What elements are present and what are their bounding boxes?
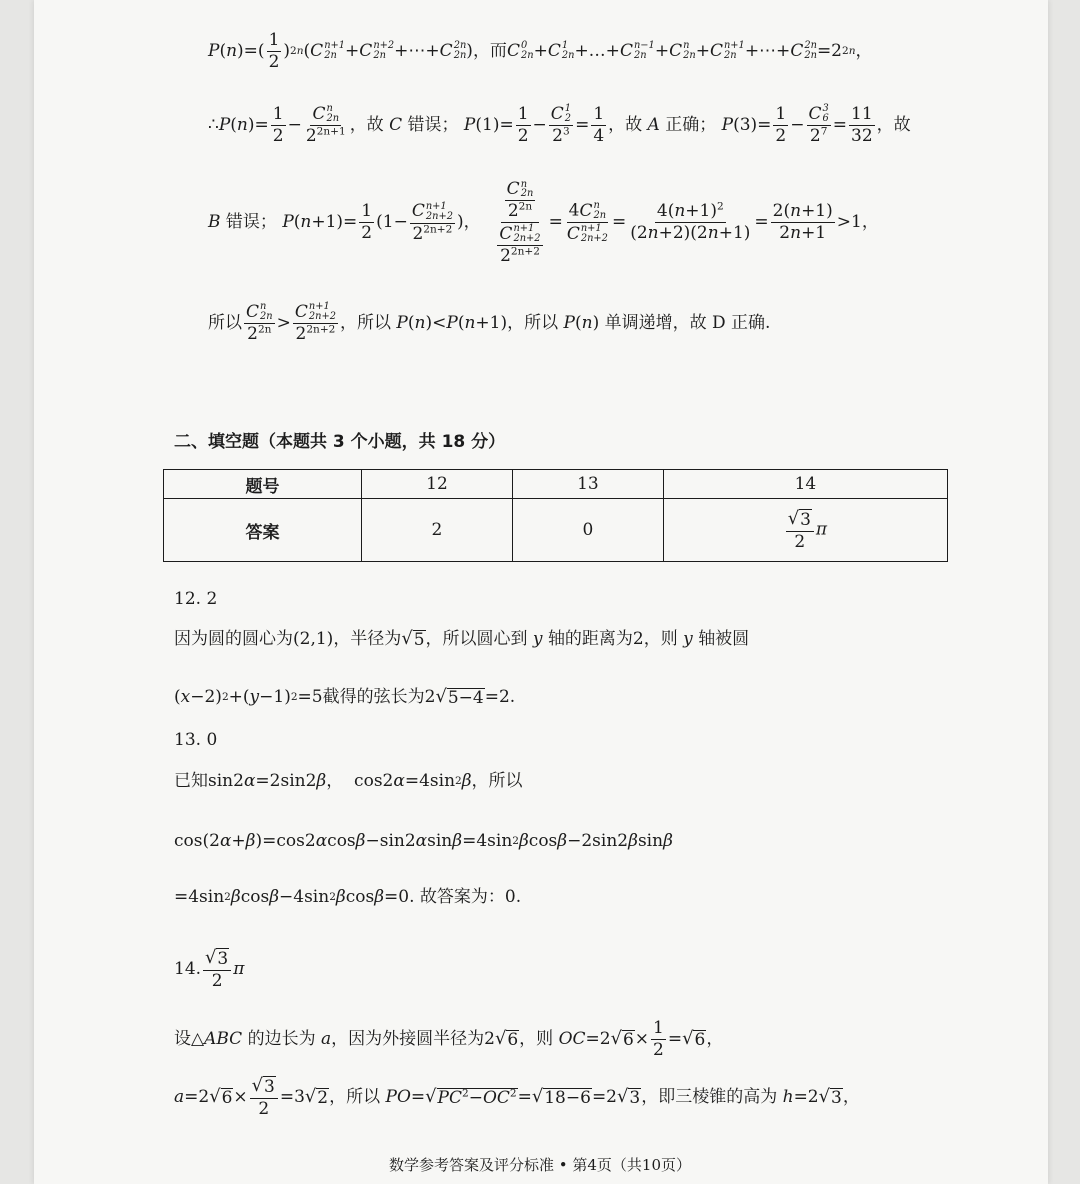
q14-heading: 14. √ 3 2 π (174, 946, 245, 991)
text-suoyi3: ，所以 (507, 312, 559, 333)
q13-text-b: ，所以 (471, 770, 523, 791)
q14-line-2: a =2 √ 6 × √ 3 2 =3 √ 2 ，所以 PO = √ $PC^2-OC^2$ = √ 18−6 =2 √ 3 ，即三棱锥的高为 h =2 √ 3 ， (174, 1074, 860, 1119)
formula-line-ratio: B 错误； P ( n +1)= $\frac{1}{2}$ (1− C n+1 2n+2 $2^{2n+2}$ )， C n 2n $2^{2n}$ C n+1 2n+2 $2^{2n+2}$ = 4C n 2n C n+1 2n+2 = $\frac{4(n+1)^2}{(2n+2)(2n+1)}$ = $\frac{2(n+1)}{2n+1}$ >1， (208, 178, 879, 266)
table-cell-a14: √ 3 2 π (663, 499, 947, 562)
q14-text-b: 的边长为 (247, 1028, 316, 1049)
text-a-right: 正确； (665, 114, 717, 135)
table-header-row (164, 470, 948, 499)
text-gu-3: ，故 (876, 114, 911, 135)
section-title-fill-blank: 二、填空题（本题共 3 个小题，共 18 分） (174, 432, 506, 452)
q13-heading: 13. 0 (174, 729, 218, 750)
formula-line-pn-sum: P ( n )=( $\frac{1}{2}$ ) 2n ( C n+1 2n + C n+2 2n +⋯+ C 2n 2n ) ，而 C 0 2n + C 1 2n +…+ C n−1 2n + C n 2n + C n+1 2n +⋯+ C 2n 2n =2 2n ， (208, 29, 873, 72)
table-row-label: 答案 (164, 499, 362, 562)
table-cell-q12: 12 (362, 470, 513, 499)
q14-text-e: ，所以 (329, 1086, 381, 1107)
text-b-wrong: 错误； (225, 212, 277, 232)
formula-line-pn-closed: ∴ P ( n )= $\frac{1}{2}$ − C n 2n $2^{2n+1}$ ，故 C 错误； P (1)= $\frac{1}{2}$ − C 1 2 $2^3$ = $\frac{1}{4}$ ，故 A 正确； P (3)= $\frac{1}{2}$ − C 3 6 $2^7$ = $\frac{11}{32}$ ，故 (208, 103, 911, 147)
q13-line-1: 已知 sin2 α =2sin2 β ， cos2 α =4sin 2 β ，所以 (174, 770, 523, 791)
q14-text-a: 设△ (174, 1028, 205, 1049)
text-c-wrong: 错误； (407, 114, 459, 135)
page-footer: 数学参考答案及评分标准 • 第4页（共10页） (388, 1156, 692, 1174)
q14-text-d: ，则 (519, 1028, 554, 1049)
q13-text-a: 已知 (174, 770, 208, 791)
q13-text-c: 故答案为：0. (419, 886, 522, 907)
text-gu-2: ，故 (608, 114, 643, 135)
answer-table (163, 469, 948, 562)
table-header-label: 题号 (164, 470, 362, 499)
text-mono: 单调递增，故 D 正确. (604, 312, 771, 333)
q13-line-3: =4sin 2 β cos β −4sin 2 β cos β =0. 故答案为：0. (174, 886, 522, 907)
q13-line-2: cos(2 α + β )=cos2 α cos β −sin2 α sin β =4sin 2 β cos β −2sin2 β sin β (174, 830, 673, 851)
table-cell-q13: 13 (512, 470, 663, 499)
q12-text-e: 轴被圆 (698, 628, 750, 649)
q14-text-f: ，即三棱锥的高为 (641, 1086, 778, 1107)
q12-text-a: 因为圆的圆心为 (174, 628, 293, 649)
text-er: ，而 (472, 40, 507, 61)
formula-line-monotone: 所以 C n 2n $2^{2n}$ > C n+1 2n+2 $2^{2n+2}$ ，所以 P ( n )< P ( n +1) ，所以 P ( n ) 单调递增，故 D 正确. (208, 301, 771, 345)
q14-line-1: 设△ ABC 的边长为 a ，因为外接圆半径为 2 √ 6 ，则 OC =2 √ 6 × $\frac{1}{2}$ = √ 6 ， (174, 1017, 724, 1060)
q12-text-c: ，所以圆心到 (425, 628, 528, 649)
q12-line-1: 因为圆的圆心为 (2,1) ，半径为 √ 5 ，所以圆心到 y 轴的距离为2，则 y 轴被圆 (174, 627, 750, 650)
text-suoyi: 所以 (208, 312, 242, 333)
text-gu-1: ，故 (349, 114, 384, 135)
table-cell-a12: 2 (362, 499, 513, 562)
table-cell-a13: 0 (512, 499, 663, 562)
q12-text-b: ，半径为 (333, 628, 402, 649)
table-answer-row (164, 499, 948, 562)
q12-line-2: ( x −2) 2 +( y −1) 2 =5 截得的弦长为 2 √ 5−4 =2. (174, 685, 516, 708)
q12-text-f: 截得的弦长为 (322, 686, 425, 707)
text-suoyi2: ，所以 (340, 312, 392, 333)
table-cell-q14: 14 (663, 470, 947, 499)
q12-text-d: 轴的距离为2，则 (547, 628, 678, 649)
q14-heading-prefix: 14. (174, 958, 202, 979)
q14-text-c: ，因为外接圆半径为 (331, 1028, 485, 1049)
q12-heading: 12. 2 (174, 588, 218, 609)
